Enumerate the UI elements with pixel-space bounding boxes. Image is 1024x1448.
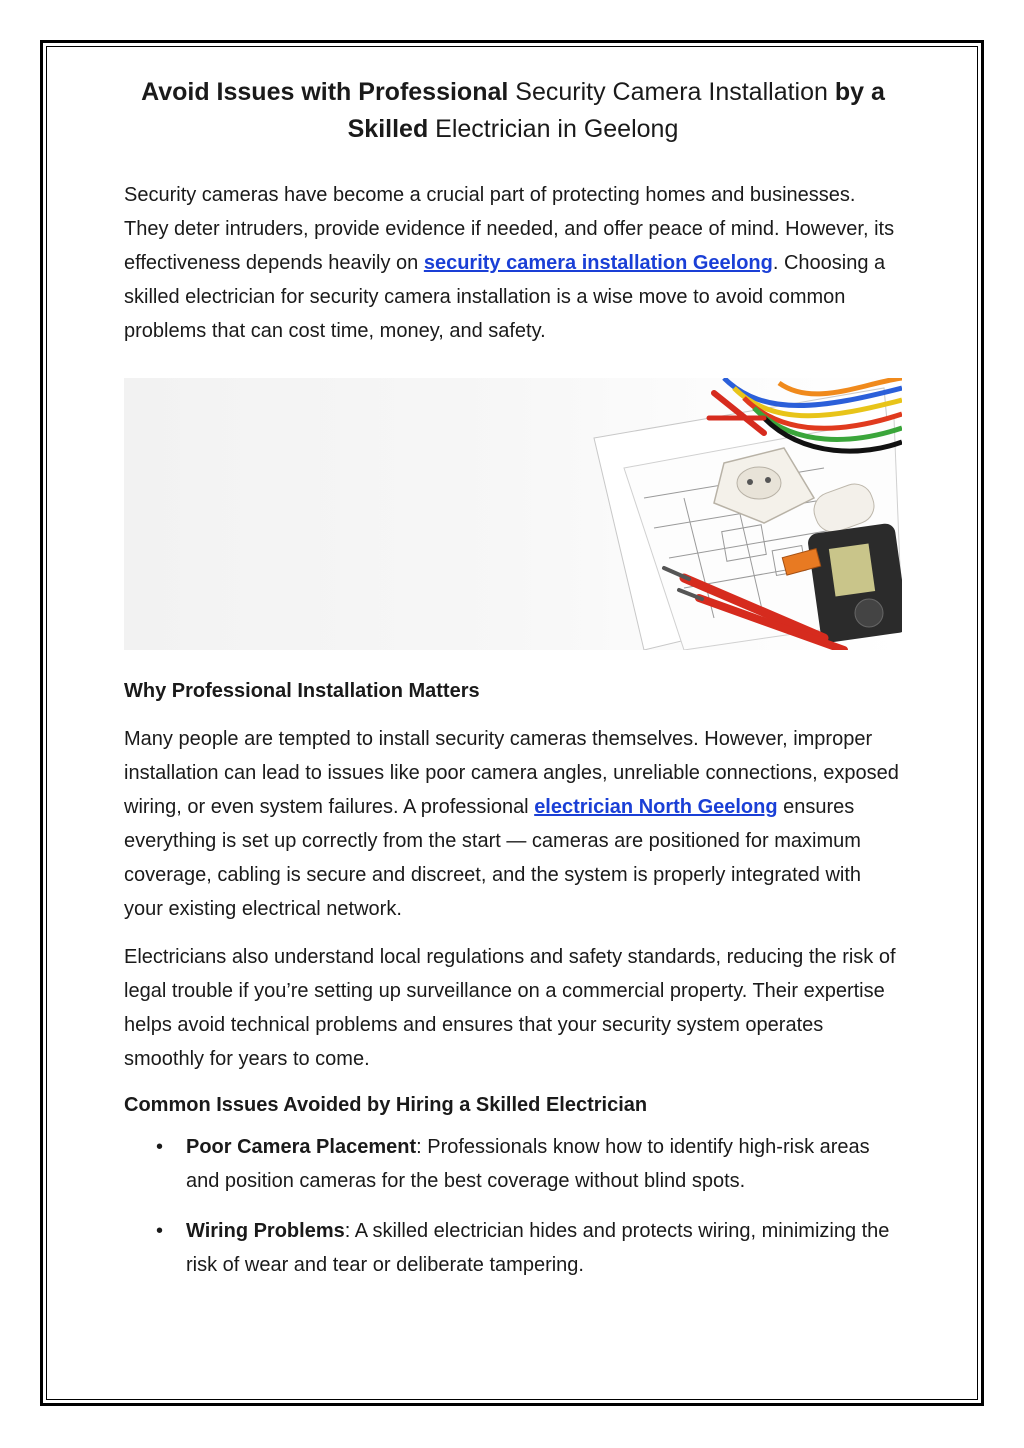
section-heading-why-professional: Why Professional Installation Matters [124, 680, 480, 702]
common-issues-list [124, 1130, 902, 1282]
bullet-icon: • [156, 1220, 164, 1242]
section-heading-common-issues: Common Issues Avoided by Hiring a Skilled Electrician [124, 1094, 648, 1116]
section1-paragraph-1: Many people are tempted to install security cameras themselves. However, improper installation can lead to issues like poor camera angles, unreliable connections, exposed wiring, or even system failures. A professional electrician North Geelong ensures everything is set up correctly from the start — cameras are positioned for maximum coverage, cabling is secure and discreet, and the system is properly integrated with your existing electrical network. [124, 728, 899, 920]
bullet-icon: • [156, 1136, 164, 1158]
section1-paragraph-2: Electricians also understand local regulations and safety standards, reducing the risk of legal trouble if you’re setting up surveillance on a commercial property. Their expertise helps avoid technical problems and ensures that your security system operates smoothly for years to come. [124, 946, 896, 1070]
intro-paragraph: Security cameras have become a crucial part of protecting homes and businesses. They deter intruders, provide evidence if needed, and offer peace of mind. However, its effectiveness depends heavily on security camera installation Geelong. Choosing a skilled electrician for security camera installation is a wise move to avoid common problems that can cost time, money, and safety. [124, 184, 895, 342]
list-item-title: Wiring Problems [186, 1220, 345, 1242]
list-item-title: Poor Camera Placement [186, 1136, 417, 1158]
document-body [124, 74, 902, 1298]
list-item [156, 1214, 902, 1282]
list-item [156, 1130, 902, 1198]
list-item-text: : Professionals know how to identify high-risk areas and position cameras for the best coverage without blind spots. [186, 1136, 870, 1192]
security-camera-installation-link[interactable]: security camera installation Geelong [423, 252, 773, 274]
electrician-tools-image [124, 378, 902, 650]
electrician-north-geelong-link[interactable]: electrician North Geelong [534, 796, 778, 818]
list-item-text: : A skilled electrician hides and protects wiring, minimizing the risk of wear and tear or deliberate tampering. [186, 1220, 890, 1276]
electrician-tools-illustration [124, 378, 902, 650]
document-title: Avoid Issues with Professional Security Camera Installation by a Skilled Electrician in Geelong [141, 78, 885, 143]
